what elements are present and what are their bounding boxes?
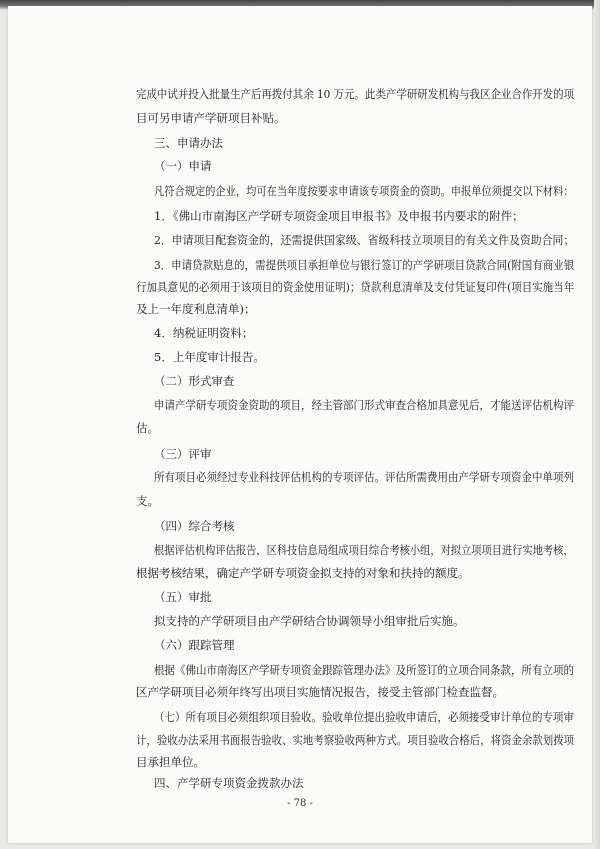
- text-line: 申请产学研专项资金资助的项目，经主管部门形式审查合格加具意见后，才能送评估机构评: [154, 398, 574, 413]
- subsection-heading: （五）审批: [154, 590, 212, 605]
- text-line: 行加具意见的必须用于该项目的资金使用证明)；贷款利息清单及支付凭证复印件(项目实施当年: [136, 280, 575, 295]
- text-line: 拟支持的产学研项目由产学研结合协调领导小组审批后实施。: [154, 614, 465, 628]
- text-line: 支。: [136, 494, 159, 509]
- text-line: 估。: [136, 421, 159, 435]
- document-page: [8, 6, 592, 843]
- text-line: 凡符合规定的企业，均可在当年度按要求申请该专项资金的资助。申报单位须提交以下材料：: [154, 184, 574, 198]
- list-item: 4．纳税证明资料；: [154, 325, 254, 340]
- subsection-heading: （六）跟踪管理: [154, 637, 235, 652]
- subsection-heading: （三）评审: [154, 446, 212, 461]
- section-heading: 四、产学研专项资金拨款办法: [154, 776, 304, 790]
- scan-shadow-edge: [594, 0, 600, 849]
- subsection-heading: （二）形式审查: [154, 374, 235, 389]
- subsection-heading: （一）申请: [154, 159, 212, 174]
- text-line: 根据《佛山市南海区产学研专项资金跟踪管理办法》及所签订的立项合同条款，所有立项的: [154, 662, 574, 677]
- subsection-heading: （四）综合考核: [154, 518, 235, 533]
- page-number: - 78 -: [287, 798, 313, 809]
- list-item: 3．申请贷款贴息的，需提供项目承担单位与银行签订的产学研项目贷款合同(附国有商业银: [154, 258, 575, 273]
- section-heading: 三、申请办法: [154, 135, 223, 150]
- list-item: 5．上年度审计报告。: [154, 349, 265, 364]
- document-body: [8, 6, 592, 843]
- text-line: （七）所有项目必须组织项目验收。验收单位提出验收申请后，必须接受审计单位的专项审: [154, 710, 574, 725]
- list-item: 2．申请项目配套资金的，还需提供国家级、省级科技立项项目的有关文件及资助合同；: [154, 233, 575, 248]
- text-line: 区产学研项目必须年终写出项目实施情况报告，接受主管部门检查监督。: [136, 685, 504, 700]
- text-line: 所有项目必须经过专业科技评估机构的专项评估。评估所需费用由产学研专项资金中单项列: [154, 470, 574, 485]
- text-line: 完成中试并投入批量生产后再拨付其余 10 万元。此类产学研研发机构与我区企业合作开发的项: [136, 87, 575, 101]
- list-item: 1．《佛山市南海区产学研专项资金项目申报书》及申报书内要求的附件；: [154, 208, 524, 223]
- text-line: 及上一年度利息清单)；: [136, 302, 256, 316]
- text-line: 根据考核结果，确定产学研专项资金拟支持的对象和扶持的额度。: [136, 565, 470, 580]
- text-line: 根据评估机构评估报告，区科技信息局组成项目综合考核小组，对拟立项项目进行实地考核，: [154, 542, 574, 557]
- text-line: 目可另申请产学研项目补贴。: [136, 110, 286, 125]
- text-line: 目承担单位。: [136, 755, 205, 769]
- text-line: 计，验收办法采用书面报告验收、实地考察验收两种方式。项目验收合格后，将资金余款划拨项: [136, 733, 575, 747]
